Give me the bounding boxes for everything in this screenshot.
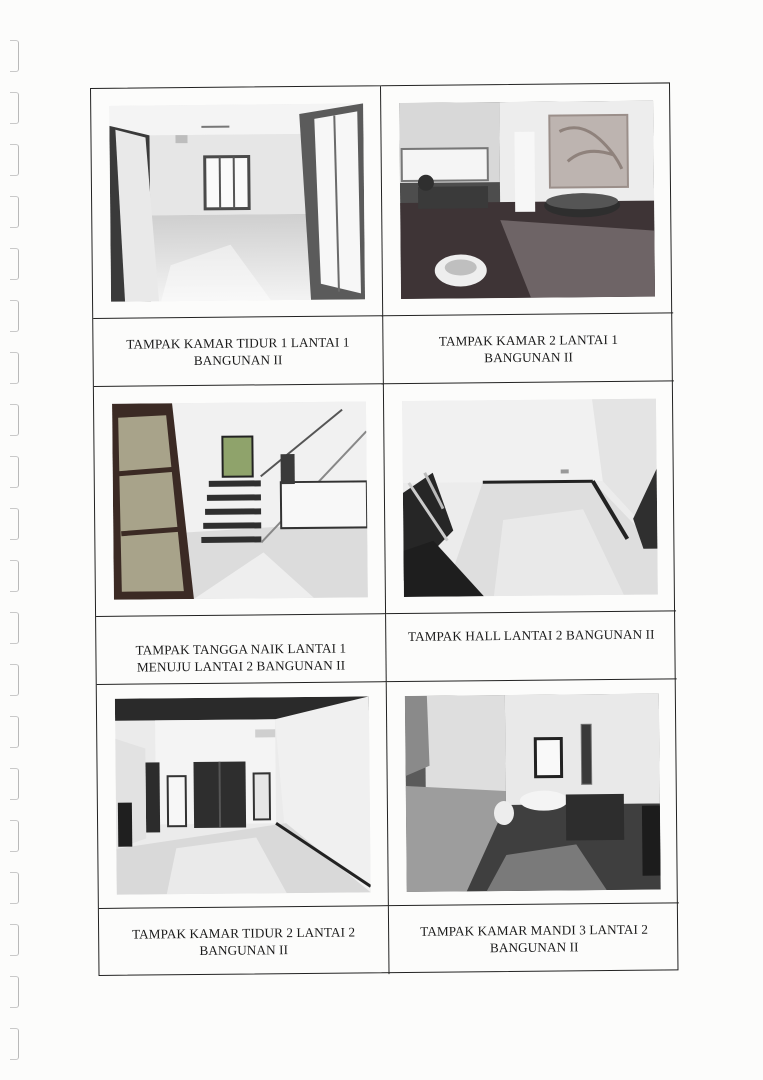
caption-cell-2 <box>383 313 674 384</box>
photo-stairs <box>112 401 368 599</box>
photo-cell-hall <box>384 381 676 614</box>
photo-cell-bedroom-1 <box>91 86 383 319</box>
photo-table <box>90 82 678 976</box>
photo-hall <box>402 398 658 596</box>
caption-cell-5 <box>99 906 390 977</box>
photo-bedroom-1 <box>109 103 365 301</box>
photo-bedroom-2 <box>114 696 370 894</box>
caption-cell-6 <box>389 903 680 974</box>
photo-cell-bedroom-2 <box>97 682 389 909</box>
photo-bathroom-3 <box>405 693 661 891</box>
binder-holes <box>10 40 24 1070</box>
caption-bathroom-3: TAMPAK KAMAR MANDI 3 LANTAI 2 BANGUNAN II <box>420 921 649 956</box>
caption-cell-4 <box>386 611 677 682</box>
photo-room-2 <box>399 100 655 298</box>
photo-cell-room-2 <box>381 83 673 316</box>
caption-room-2: TAMPAK KAMAR 2 LANTAI 1 BANGUNAN II <box>438 331 619 365</box>
caption-cell-3 <box>96 614 387 685</box>
caption-hall: TAMPAK HALL LANTAI 2 BANGUNAN II <box>407 626 655 644</box>
caption-bedroom-2: TAMPAK KAMAR TIDUR 2 LANTAI 2 BANGUNAN II <box>131 924 356 958</box>
caption-cell-1 <box>93 316 384 387</box>
caption-stairs: TAMPAK TANGGA NAIK LANTAI 1 MENUJU LANTAI 2 BANGUNAN II <box>135 640 347 675</box>
photo-cell-stairs <box>94 384 386 617</box>
caption-bedroom-1: TAMPAK KAMAR TIDUR 1 LANTAI 1 BANGUNAN II <box>126 334 350 368</box>
photo-cell-bathroom-3 <box>387 679 679 906</box>
